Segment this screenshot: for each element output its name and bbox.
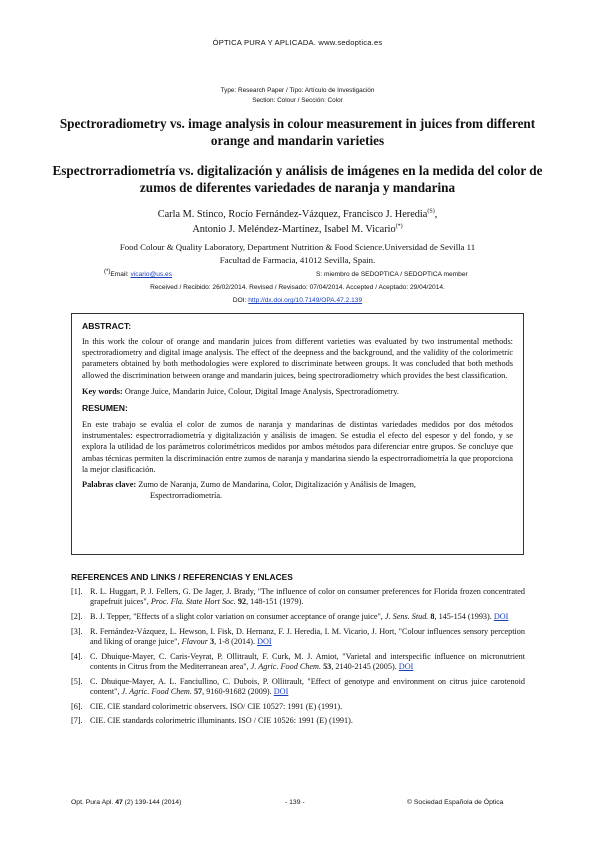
- authors-line-2: Antonio J. Meléndez-Martínez, Isabel M. Vicario(*): [192, 223, 403, 235]
- footer-citation: Opt. Pura Apl. 47 (2) 139-144 (2014): [71, 799, 182, 806]
- journal-header: ÓPTICA PURA Y APLICADA. www.sedoptica.es: [212, 38, 383, 47]
- abstract-heading: ABSTRACT:: [82, 321, 132, 331]
- palabras-clave: Palabras clave: Zumo de Naranja, Zumo de Mandarina, Color, Digitalización y Análisis de Imagen, Espectrorradiometría.: [82, 480, 417, 501]
- page-number: - 139 -: [285, 799, 305, 806]
- doi-link[interactable]: DOI: [257, 637, 272, 646]
- affiliation-line-1: Food Colour & Quality Laboratory, Department Nutrition & Food Science.Universidad de Sevilla 11: [119, 242, 476, 252]
- authors-line-1: Carla M. Stinco, Rocío Fernández-Vázquez, Francisco J. Heredia$^{(S)}$,: [157, 208, 438, 220]
- doi-link[interactable]: DOI: [398, 662, 414, 671]
- member-note: S: miembro de SEDOPTICA / SEDOPTICA member: [316, 271, 468, 278]
- doi-line: DOI: http://dx.doi.org/10.7149/OPA.47.2.139: [232, 297, 363, 304]
- received-dates: Received / Recibido: 26/02/2014. Revised / Revisado: 07/04/2014. Accepted / Aceptado: 29/04/2014.: [150, 284, 445, 291]
- affiliation-line-2: Facultad de Farmacia, 41012 Sevilla, Spain.: [219, 255, 376, 265]
- references-list: [71, 587, 525, 731]
- reference-item: [2]. B. J. Tepper, "Effects of a slight color variation on consumer acceptance of orange juice", J. Sens. Stud. 8, 145-154 (1993). DOI: [71, 612, 509, 621]
- reference-item: [7]. CIE. CIE standards colorimetric illuminants. ISO / CIE 10526: 1991 (E) (1991).: [71, 716, 353, 726]
- resumen-text: En este trabajo se evalúa el color de zumos de naranja y mandarinas de distintas variedades medidos por dos métodos instrumentales: espectrorradiometría y digitalización y análisis de imagen. Se estudia el efecto del espesor y del fondo, y se explora la utilidad de los parámetros colorimétricos medidos por ambos métodos para diferenciar entre grupos. Se concluye que ambas técnicas permiten la discriminación entre zumos de naranja y mandarina siendo la espectrorradiometría la que proporciona la mejor clasificación.: [82, 420, 513, 474]
- title-spanish: Espectrorradiometría vs. digitalización y análisis de imágenes en la medida del color de zumos de diferentes variedades de naranja y mandarina: [52, 163, 543, 195]
- article-type: Type: Research Paper / Tipo: Artículo de Investigación: [220, 87, 375, 94]
- doi-link[interactable]: DOI: [493, 612, 509, 621]
- doi-link[interactable]: http://dx.doi.org/10.7149/OPA.47.2.139: [248, 297, 363, 304]
- title-english: Spectroradiometry vs. image analysis in colour measurement in juices from different orange and mandarin varieties: [59, 116, 536, 148]
- references-heading: REFERENCES AND LINKS / REFERENCIAS Y ENLACES: [71, 572, 293, 582]
- article-section: Section: Colour / Sección: Color: [252, 97, 343, 104]
- authors: [50, 207, 545, 237]
- footer-copyright: © Sociedad Española de Óptica: [407, 799, 504, 806]
- doi-link[interactable]: DOI: [273, 687, 289, 696]
- corresponding-email: (*)Email: vicario@us.es: [104, 268, 173, 278]
- reference-item: [4]. C. Dhuique-Mayer, C. Caris-Veyrat, P. Ollitrault, F. Curk, M. J. Amiot, "Varietal and interspecific influence on micronutrient contents in Citrus from the Mediterranean area", J. Agric. Food Chem. 53, 2140-2145 (2005). DOI: [71, 651, 525, 671]
- member-mark: (S): [427, 208, 435, 215]
- resumen-heading: RESUMEN:: [82, 403, 128, 414]
- reference-item: [1]. R. L. Huggart, P. J. Fellers, G. De Jager, J. Brady, "The influence of color on consumer preferences for Florida frozen concentrated grapefruit juices", Proc. Fla. State Hort Soc. 92, 148-151 (1979).: [71, 587, 525, 607]
- keywords: Key words: Orange Juice, Mandarin Juice, Colour, Digital Image Analysis, Spectroradiometry.: [82, 386, 399, 396]
- affiliation: [50, 241, 545, 267]
- reference-item: [5]. C. Dhuique-Mayer, A. L. Fanciullino, C. Dubois, P. Ollitrault, "Effect of genotype and environment on citrus juice carotenoid content", J. Agric. Food Chem. 57, 9160-91682 (2009). DOI: [71, 676, 525, 696]
- corresponding-mark: (*): [395, 223, 403, 230]
- abstract-text: In this work the colour of orange and mandarin juices from different varieties was evaluated by two instrumental methods: spectroradiometry and digital image analysis. The effect of the deepness and the background, and the validity of the colorimetric parameters obtained by both methodologies were explored to discriminate between groups. It was concluded that both methods allowed the discrimination between orange and mandarin juices, being spectroradiometry which provides the best classification.: [82, 337, 513, 380]
- email-link[interactable]: vicario@us.es: [130, 271, 173, 278]
- reference-item: [6]. CIE. CIE standard colorimetric observers. ISO/ CIE 10527: 1991 (E) (1991).: [71, 701, 343, 711]
- reference-item: [3]. R. Fernández-Vázquez, L. Hewson, I. Fisk, D. Hernanz, F. J. Heredia, I. M. Vicario, J. Hort, "Colour influences sensory perception and liking of orange juice", Flavour 3, 1-8 (2014). DOI: [71, 626, 525, 646]
- abstract-box: [71, 313, 524, 555]
